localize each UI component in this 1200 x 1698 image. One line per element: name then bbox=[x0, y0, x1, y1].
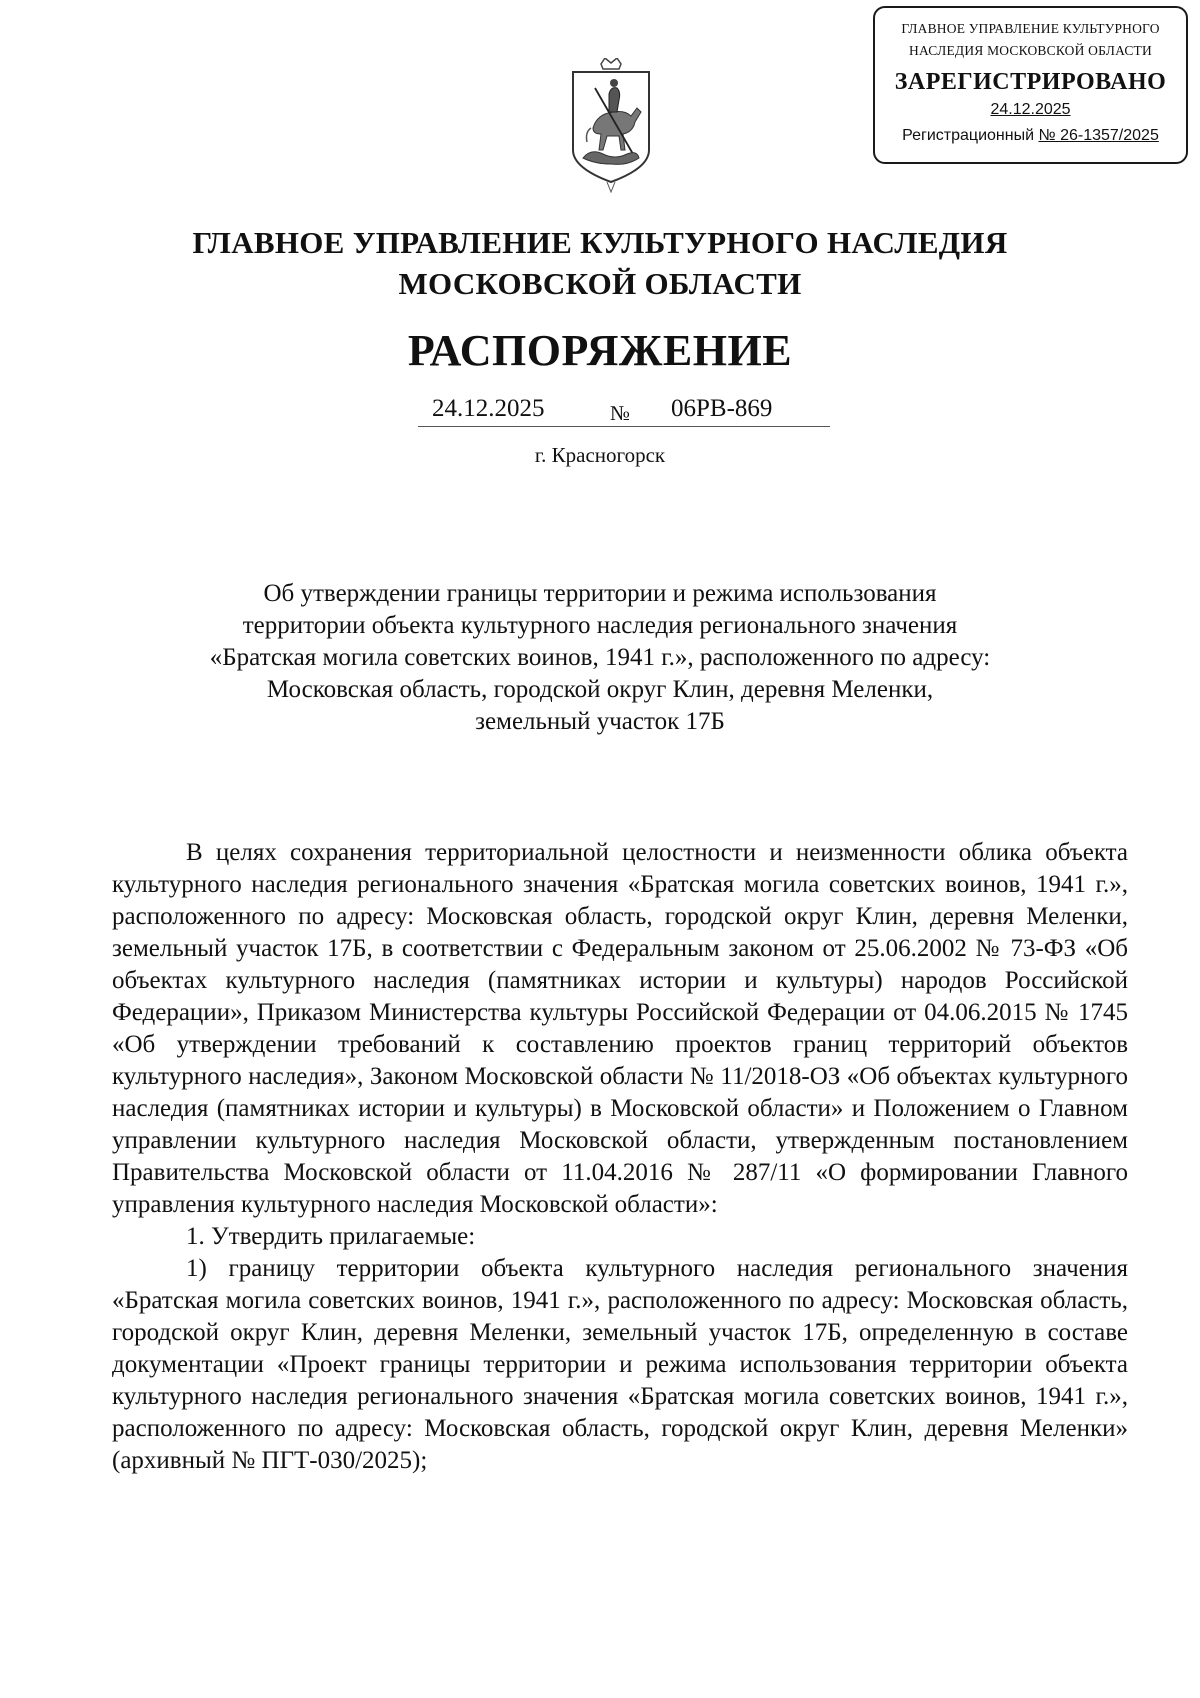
organization-name bbox=[0, 222, 1200, 304]
stamp-reg-label: Регистрационный bbox=[902, 127, 1035, 144]
document-date: 24.12.2025 bbox=[432, 395, 545, 422]
document-number: 06РВ-869 bbox=[671, 395, 773, 422]
subject-line: Об утверждении границы территории и режима использования bbox=[263, 580, 937, 607]
date-number-line bbox=[418, 392, 830, 427]
city: г. Красногорск bbox=[534, 443, 666, 467]
stamp-org-line1: ГЛАВНОЕ УПРАВЛЕНИЕ КУЛЬТУРНОГО bbox=[901, 21, 1160, 36]
coat-of-arms-icon bbox=[567, 58, 655, 193]
org-line1: ГЛАВНОЕ УПРАВЛЕНИЕ КУЛЬТУРНОГО НАСЛЕДИЯ bbox=[192, 225, 1008, 260]
document-subject bbox=[150, 578, 1050, 738]
document-body bbox=[112, 837, 1128, 1477]
clause-1-1: 1) границу территории объекта культурного наследия регионального значения «Братская могила советских воинов, 1941 г.», расположенного по адресу: Московская область, городской округ Клин, деревня Меленки, земельный участок 17Б, определенную в составе документации «Проект границы территории и режима использования территории объекта культурного наследия регионального значения «Братская могила советских воинов, 1941 г.», расположенного по адресу: Московская область, городской округ Клин, деревня Меленки» (архивный № ПГТ-030/2025); bbox=[112, 1255, 1128, 1474]
org-line2: МОСКОВСКОЙ ОБЛАСТИ bbox=[398, 266, 802, 301]
stamp-reg-number: № 26-1357/2025 bbox=[1038, 127, 1159, 144]
stamp-status: ЗАРЕГИСТРИРОВАНО bbox=[894, 69, 1167, 95]
subject-line: «Братская могила советских воинов, 1941 г.», расположенного по адресу: bbox=[209, 644, 991, 671]
stamp-date: 24.12.2025 bbox=[990, 101, 1071, 118]
stamp-registration bbox=[875, 121, 1186, 151]
registration-stamp bbox=[873, 6, 1188, 164]
document-type: РАСПОРЯЖЕНИЕ bbox=[407, 326, 793, 375]
subject-line: Московская область, городской округ Клин, деревня Меленки, bbox=[266, 676, 934, 703]
subject-line: земельный участок 17Б bbox=[475, 708, 725, 735]
subject-line: территории объекта культурного наследия регионального значения bbox=[242, 612, 958, 639]
stamp-org-line2: НАСЛЕДИЯ МОСКОВСКОЙ ОБЛАСТИ bbox=[909, 43, 1152, 58]
clause-1: 1. Утвердить прилагаемые: bbox=[186, 1223, 476, 1250]
preamble-paragraph: В целях сохранения территориальной целостности и неизменности облика объекта культурного наследия регионального значения «Братская могила советских воинов, 1941 г.», расположенного по адресу: Московская область, городской округ Клин, деревня Меленки, земельный участок 17Б, в соответствии с Федеральным законом от 25.06.2002 № 73-ФЗ «Об объектах культурного наследия (памятниках истории и культуры) народов Российской Федерации», Приказом Министерства культуры Российской Федерации от 04.06.2015 № 1745 «Об утверждении требований к составлению проектов границ территорий объектов культурного наследия», Законом Московской области № 11/2018-ОЗ «Об объектах культурного наследия (памятниках истории и культуры) в Московской области» и Положением о Главном управлении культурного наследия Московской области, утвержденным постановлением Правительства Московской области от 11.04.2016 № 287/11 «О формировании Главного управления культурного наследия Московской области»: bbox=[112, 839, 1128, 1218]
number-sign: № bbox=[610, 401, 631, 425]
